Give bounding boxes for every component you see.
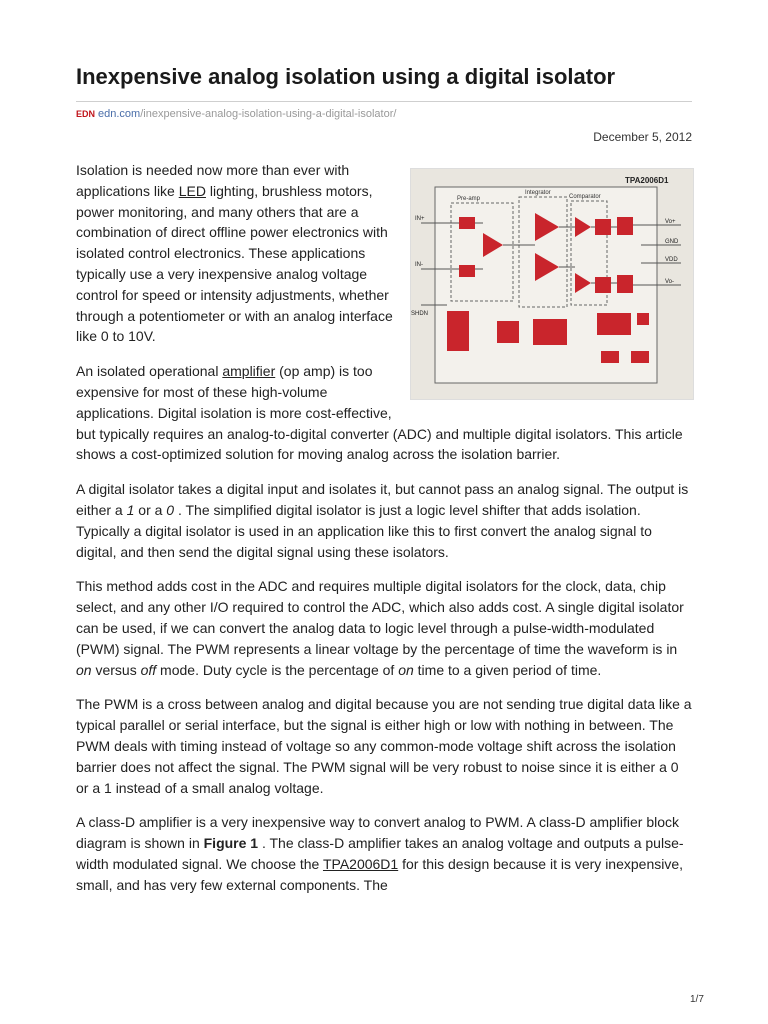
- figure-1-block-diagram: [410, 168, 694, 400]
- text-run: Isolation is needed now more than ever with applications like: [76, 162, 350, 199]
- preamp-label: Pre-amp: [457, 196, 481, 202]
- text-run: . The class-D amplifier takes an analog voltage and outputs a pulse-width modulated signal. We choose the: [76, 835, 684, 872]
- integrator-label: Integrator: [525, 190, 551, 196]
- italic-on: on: [76, 661, 92, 678]
- italic-off: off: [140, 661, 157, 678]
- source-path[interactable]: /inexpensive-analog-isolation-using-a-digital-isolator/: [140, 108, 397, 120]
- pin-gnd: GND: [665, 239, 679, 245]
- text-run: An isolated operational: [76, 363, 223, 380]
- text-run: (op amp) is too expensive for most of these high-volume applications. Digital isolation is more cost-effective, but typically requires an analog-to-digital converter (ADC) and multiple digital isolators. This article shows a cost-optimized solution for moving analog across the isolation barrier.: [76, 363, 683, 463]
- pin-shdn: SHDN: [411, 311, 429, 317]
- paragraph-5: The PWM is a cross between analog and digital because you are not sending true digital data like a typical parallel or serial interface, but the signal is either high or low with nothing in between. The PWM deals with timing instead of voltage so any common-mode voltage shift across the isolation barrier does not affect the signal. The PWM signal will be very robust to noise since it is either a 0 or a 1 instead of a small analog voltage.: [76, 696, 692, 796]
- pin-vo-minus: Vo-: [665, 279, 675, 285]
- amplifier-link[interactable]: amplifier: [222, 363, 276, 380]
- paragraph-6: [76, 812, 694, 895]
- source-line[interactable]: [76, 108, 396, 120]
- paragraph-4: [76, 576, 694, 680]
- pin-vdd: VDD: [665, 257, 678, 263]
- text-run: mode. Duty cycle is the percentage of: [156, 661, 399, 678]
- title-divider: [76, 101, 692, 102]
- pin-in-plus: IN+: [415, 216, 425, 222]
- comparator-label: Comparator: [569, 194, 601, 200]
- source-domain[interactable]: edn.com: [98, 108, 141, 120]
- edn-logo: EDN: [76, 109, 96, 119]
- text-run: This method adds cost in the ADC and requires multiple digital isolators for the clock, data, chip select, and any other I/O required to control the ADC, which also adds cost. A single digital isolator can be used, if we can convert the analog data to logic level through a pulse-width-modulated (PWM) signal. The PWM represents a linear voltage by the percentage of time the waveform is in: [76, 578, 684, 657]
- publish-date: December 5, 2012: [593, 130, 692, 144]
- italic-zero: 0: [166, 501, 175, 518]
- pin-in-minus: IN-: [415, 262, 423, 268]
- italic-one: 1: [126, 501, 135, 518]
- text-run: A digital isolator takes a digital input and isolates it, but cannot pass an analog signal. The output is either a: [76, 481, 689, 518]
- figure-1-reference: Figure 1: [203, 835, 259, 852]
- text-run: time to a given period of time.: [413, 661, 602, 678]
- article-title: Inexpensive analog isolation using a digital isolator: [76, 64, 616, 89]
- text-run: for this design because it is very inexpensive, small, and has very few external components. The: [76, 855, 684, 893]
- pin-vo-plus: Vo+: [665, 219, 676, 225]
- article-body: [76, 160, 694, 910]
- text-run: lighting, brushless motors, power monitoring, and many others that are a combination of direct offline power electronics with isolated control electronics. These applications typically use a very inexpensive analog voltage control for speed or intensity adjustments, whether through a potentiometer or with an analog interface like 0 to 10V.: [76, 182, 393, 345]
- text-run: or a: [134, 501, 167, 518]
- text-run: . The simplified digital isolator is just a logic level shifter that adds isolation. Typically a digital isolator is used in an application like this to first convert the analog signal to digital, and then send the digital signal using these isolators.: [76, 501, 652, 560]
- paragraph-3: [76, 479, 694, 562]
- led-link[interactable]: LED: [178, 182, 206, 199]
- block-diagram-image: [411, 169, 693, 399]
- text-run: versus: [91, 661, 141, 678]
- page-indicator: 1/7: [690, 994, 704, 1005]
- italic-on: on: [398, 661, 414, 678]
- text-run: A class-D amplifier is a very inexpensive way to convert analog to PWM. A class-D amplifier block diagram is shown in: [76, 814, 680, 852]
- tpa2006d1-link[interactable]: TPA2006D1: [322, 855, 399, 872]
- chip-label: TPA2006D1: [625, 176, 669, 185]
